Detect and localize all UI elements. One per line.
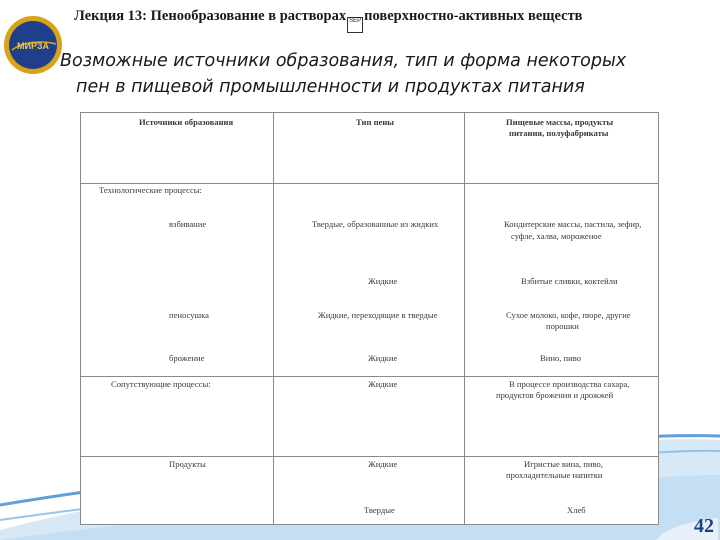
table-col-divider (464, 113, 465, 524)
food-whipping-liquid: Взбитые сливки, коктейли (521, 276, 618, 286)
food-foam-drying-line1: Сухое молоко, кофе, пюре, другие (506, 310, 631, 320)
section-concomitant: Сопутствующие процессы: (111, 379, 211, 389)
lecture-title (74, 8, 714, 33)
source-whipping: взбивание (169, 219, 207, 229)
type-products-solid: Твердые (364, 505, 395, 515)
foam-sources-table (80, 112, 659, 525)
food-products-liquid-line1: Игристые вина, пиво, (524, 459, 603, 469)
food-fermentation: Вино, пиво (540, 353, 582, 363)
header-sources: Источники образования (139, 117, 234, 127)
header-foam-type: Тип пены (356, 117, 394, 127)
type-foam-drying: Жидкие, переходящие в твердые (318, 310, 438, 320)
type-whipping-liquid: Жидкие (368, 276, 398, 286)
table-row-divider (81, 183, 658, 184)
food-foam-drying-line2: порошки (546, 321, 579, 331)
food-whipping-line2: суфле, халва, мороженое (511, 231, 602, 241)
food-concomitant-line1: В процессе производства сахара, (509, 379, 630, 389)
page-number: 42 (694, 515, 714, 537)
header-foods-line2: питания, полуфабрикаты (509, 128, 609, 138)
food-products-solid: Хлеб (567, 505, 586, 515)
slide-subtitle (60, 48, 715, 100)
subtitle-line-1: Возможные источники образования, тип и форма некоторых (60, 51, 627, 71)
sep-glyph-icon: SEP (347, 17, 363, 33)
source-fermentation: брожение (169, 353, 205, 363)
lecture-title-part2: поверхностно-активных веществ (364, 8, 583, 24)
section-products: Продукты (169, 459, 206, 469)
food-concomitant-line2: продуктов брожения и дрожжей (496, 390, 614, 400)
food-products-liquid-line2: прохладительные напитки (506, 470, 603, 480)
source-foam-drying: пеносушка (169, 310, 209, 320)
institute-logo (2, 14, 64, 76)
type-whipping: Твердые, образованные из жидких (312, 219, 439, 229)
type-products-liquid: Жидкие (368, 459, 398, 469)
type-concomitant: Жидкие (368, 379, 398, 389)
food-whipping-line1: Кондитерские массы, пастила, зефир, (504, 219, 642, 229)
type-fermentation: Жидкие (368, 353, 398, 363)
table-row-divider (81, 456, 658, 457)
page-number-box (656, 506, 718, 540)
table-col-divider (273, 113, 274, 524)
subtitle-line-2: пен в пищевой промышленности и продуктах питания (76, 77, 585, 97)
svg-text:МИРЗА: МИРЗА (17, 41, 49, 51)
header-foods-line1: Пищевые массы, продукты (506, 117, 614, 127)
lecture-title-part1: Лекция 13: Пенообразование в растворах (74, 8, 347, 24)
table-row-divider (81, 376, 658, 377)
section-technological: Технологические процессы: (99, 185, 202, 195)
